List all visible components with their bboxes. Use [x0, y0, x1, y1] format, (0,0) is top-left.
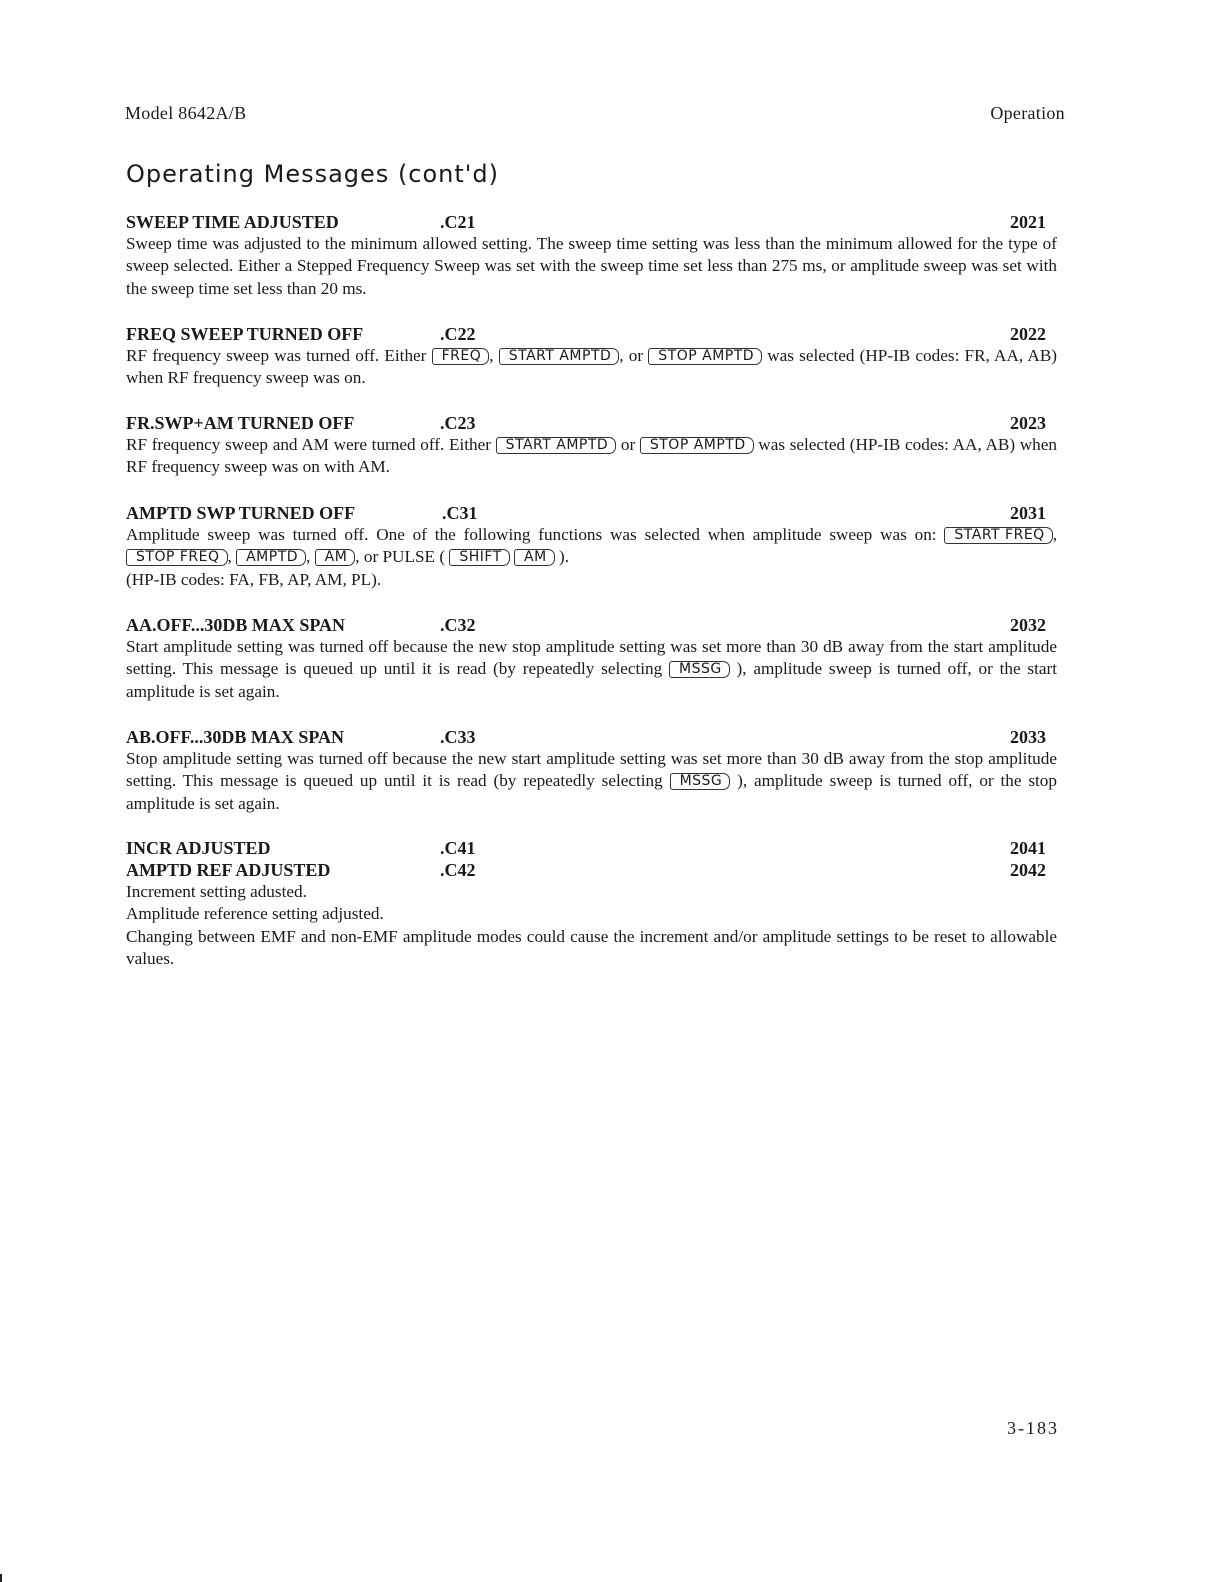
message-description: RF frequency sweep was turned off. Either FREQ , START AMPTD , or STOP AMPTD was selected (HP-IB codes: FR, AA, AB) when RF frequency sweep was on. — [126, 346, 1058, 388]
message-name: AB.OFF...30DB MAX SPAN — [126, 727, 345, 747]
message-heading — [126, 323, 1057, 345]
key-am: AM — [315, 549, 356, 566]
message-name: FR.SWP+AM TURNED OFF — [126, 413, 355, 433]
message-code: .C31 — [442, 503, 478, 523]
message-heading — [126, 726, 1057, 748]
message-description: Increment setting adusted. Amplitude reference setting adjusted. Changing between EMF and non-EMF amplitude modes could cause the increment and/or amplitude settings to be reset to allowable values. — [126, 882, 1057, 969]
key-amptd: AMPTD — [236, 549, 306, 566]
message-description: Stop amplitude setting was turned off because the new start amplitude setting was set more than 30 dB away from the stop amplitude setting. This message is queued up until it is read (by repeatedly selecting MSSG ), amplitude sweep is turned off, or the stop amplitude is set again. — [126, 749, 1057, 813]
message-entry-c21 — [126, 211, 1057, 300]
key-start-freq: START FREQ — [944, 527, 1052, 544]
message-number: 2023 — [1010, 413, 1046, 433]
header-section: Operation — [990, 103, 1065, 123]
message-description: Sweep time was adjusted to the minimum allowed setting. The sweep time setting was less than the minimum allowed for the type of sweep selected. Either a Stepped Frequency Sweep was set with the sweep time set less than 275 ms, or amplitude sweep was set with the sweep time set less than 20 ms. — [126, 234, 1057, 298]
message-number: 2033 — [1010, 727, 1046, 747]
key-mssg: MSSG — [670, 773, 731, 790]
message-name: FREQ SWEEP TURNED OFF — [126, 324, 364, 344]
message-number: 2031 — [1010, 503, 1046, 523]
message-number: 2021 — [1010, 212, 1046, 232]
message-code: .C32 — [440, 615, 476, 635]
message-number: 2022 — [1010, 324, 1046, 344]
key-mssg: MSSG — [669, 661, 730, 678]
message-entry-c22 — [126, 323, 1057, 390]
message-heading — [126, 211, 1057, 233]
header-model: Model 8642A/B — [125, 103, 247, 123]
message-number: 2042 — [1010, 860, 1046, 880]
message-code: .C23 — [440, 413, 476, 433]
key-start-amptd: START AMPTD — [496, 437, 617, 454]
page-title: Operating Messages (cont'd) — [126, 160, 499, 188]
message-code: .C33 — [440, 727, 476, 747]
message-description: RF frequency sweep and AM were turned off. Either START AMPTD or STOP AMPTD was selected (HP-IB codes: AA, AB) when RF frequency sweep was on with AM. — [126, 435, 1057, 477]
message-number: 2032 — [1010, 615, 1046, 635]
message-name: INCR ADJUSTED — [126, 838, 271, 858]
message-entry-c41-c42 — [126, 837, 1057, 971]
key-stop-amptd: STOP AMPTD — [640, 437, 754, 454]
message-name: AMPTD REF ADJUSTED — [126, 860, 331, 880]
message-heading — [126, 837, 1057, 859]
message-entry-c32 — [126, 614, 1057, 703]
message-name: SWEEP TIME ADJUSTED — [126, 212, 339, 232]
key-start-amptd: START AMPTD — [499, 348, 620, 365]
key-am: AM — [514, 549, 555, 566]
page-number: 3-183 — [1007, 1418, 1059, 1438]
key-stop-amptd: STOP AMPTD — [648, 348, 762, 365]
message-name: AA.OFF...30DB MAX SPAN — [126, 615, 345, 635]
message-name: AMPTD SWP TURNED OFF — [126, 503, 356, 523]
key-freq: FREQ — [432, 348, 490, 365]
key-shift: SHIFT — [449, 549, 509, 566]
message-heading — [126, 502, 1057, 524]
message-heading — [126, 859, 1057, 881]
message-code: .C42 — [440, 860, 476, 880]
message-code: .C41 — [440, 838, 476, 858]
message-heading — [126, 412, 1057, 434]
message-entry-c33 — [126, 726, 1057, 815]
message-heading — [126, 614, 1057, 636]
message-code: .C22 — [440, 324, 476, 344]
message-description: Start amplitude setting was turned off because the new stop amplitude setting was set more than 30 dB away from the start amplitude setting. This message is queued up until it is read (by repeatedly selecting MSSG ), amplitude sweep is turned off, or the start amplitude is set again. — [126, 637, 1057, 701]
message-description: Amplitude sweep was turned off. One of the following functions was selected when amplitude sweep was on: START FREQ , STOP FREQ , AMPTD , AM , or PULSE ( SHIFT AM ). (HP-IB codes: FA, FB, AP, AM, PL). — [126, 525, 1057, 589]
message-entry-c23 — [126, 412, 1057, 479]
scan-mark — [0, 1574, 2, 1582]
message-number: 2041 — [1010, 838, 1046, 858]
key-stop-freq: STOP FREQ — [126, 549, 228, 566]
message-entry-c31 — [126, 502, 1057, 591]
message-code: .C21 — [440, 212, 476, 232]
